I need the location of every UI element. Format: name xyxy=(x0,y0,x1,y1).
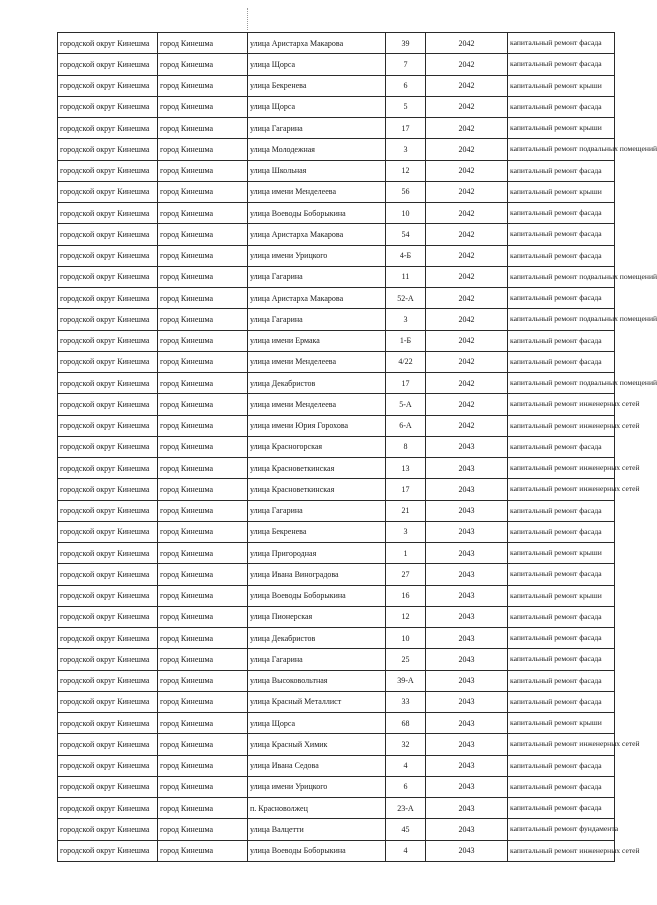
table-row xyxy=(58,224,615,245)
district-cell: городской округ Кинешма xyxy=(58,691,158,712)
street-cell: улица Декабристов xyxy=(248,373,386,394)
table-row xyxy=(58,288,615,309)
district-cell: городской округ Кинешма xyxy=(58,288,158,309)
year-cell: 2042 xyxy=(426,415,508,436)
district-cell: городской округ Кинешма xyxy=(58,33,158,54)
year-cell: 2042 xyxy=(426,96,508,117)
house-number-cell: 3 xyxy=(386,521,426,542)
district-cell: городской округ Кинешма xyxy=(58,351,158,372)
street-cell: улица Молодежная xyxy=(248,139,386,160)
house-number-cell: 1-Б xyxy=(386,330,426,351)
house-number-cell: 11 xyxy=(386,266,426,287)
city-cell: город Кинешма xyxy=(158,670,248,691)
city-cell: город Кинешма xyxy=(158,33,248,54)
house-number-cell: 45 xyxy=(386,819,426,840)
work-type-cell: капитальный ремонт инженерных сетей xyxy=(508,479,615,500)
district-cell: городской округ Кинешма xyxy=(58,500,158,521)
table-row xyxy=(58,755,615,776)
year-cell: 2043 xyxy=(426,628,508,649)
street-cell: улица имени Менделеева xyxy=(248,351,386,372)
table-row xyxy=(58,840,615,861)
table-row xyxy=(58,160,615,181)
table-row xyxy=(58,33,615,54)
city-cell: город Кинешма xyxy=(158,96,248,117)
house-number-cell: 6 xyxy=(386,776,426,797)
street-cell: улица Гагарина xyxy=(248,266,386,287)
street-cell: улица Гагарина xyxy=(248,309,386,330)
district-cell: городской округ Кинешма xyxy=(58,266,158,287)
work-type-cell: капитальный ремонт фасада xyxy=(508,96,615,117)
work-type-cell: капитальный ремонт фасада xyxy=(508,564,615,585)
year-cell: 2042 xyxy=(426,330,508,351)
city-cell: город Кинешма xyxy=(158,543,248,564)
house-number-cell: 12 xyxy=(386,160,426,181)
year-cell: 2043 xyxy=(426,585,508,606)
city-cell: город Кинешма xyxy=(158,373,248,394)
street-cell: улица Щорса xyxy=(248,96,386,117)
house-number-cell: 17 xyxy=(386,479,426,500)
city-cell: город Кинешма xyxy=(158,351,248,372)
work-type-cell: капитальный ремонт фасада xyxy=(508,776,615,797)
table-row xyxy=(58,734,615,755)
house-number-cell: 3 xyxy=(386,139,426,160)
district-cell: городской округ Кинешма xyxy=(58,649,158,670)
work-type-cell: капитальный ремонт крыши xyxy=(508,75,615,96)
district-cell: городской округ Кинешма xyxy=(58,309,158,330)
street-cell: улица имени Менделеева xyxy=(248,394,386,415)
work-type-cell: капитальный ремонт фасада xyxy=(508,54,615,75)
year-cell: 2043 xyxy=(426,798,508,819)
city-cell: город Кинешма xyxy=(158,181,248,202)
house-number-cell: 16 xyxy=(386,585,426,606)
year-cell: 2043 xyxy=(426,670,508,691)
street-cell: улица Красногорская xyxy=(248,436,386,457)
street-cell: улица Гагарина xyxy=(248,500,386,521)
year-cell: 2042 xyxy=(426,54,508,75)
work-type-cell: капитальный ремонт фасада xyxy=(508,245,615,266)
table-row xyxy=(58,54,615,75)
house-number-cell: 5 xyxy=(386,96,426,117)
house-number-cell: 13 xyxy=(386,458,426,479)
table-row xyxy=(58,585,615,606)
table-row xyxy=(58,181,615,202)
city-cell: город Кинешма xyxy=(158,118,248,139)
street-cell: улица Воеводы Боборыкина xyxy=(248,203,386,224)
city-cell: город Кинешма xyxy=(158,521,248,542)
house-number-cell: 56 xyxy=(386,181,426,202)
year-cell: 2042 xyxy=(426,245,508,266)
year-cell: 2042 xyxy=(426,224,508,245)
table-row xyxy=(58,649,615,670)
year-cell: 2043 xyxy=(426,500,508,521)
street-cell: улица имени Урицкого xyxy=(248,245,386,266)
work-type-cell: капитальный ремонт подвальных помещений xyxy=(508,139,615,160)
house-number-cell: 27 xyxy=(386,564,426,585)
street-cell: улица имени Менделеева xyxy=(248,181,386,202)
district-cell: городской округ Кинешма xyxy=(58,54,158,75)
city-cell: город Кинешма xyxy=(158,649,248,670)
table-row xyxy=(58,75,615,96)
city-cell: город Кинешма xyxy=(158,436,248,457)
street-cell: улица Пригородная xyxy=(248,543,386,564)
district-cell: городской округ Кинешма xyxy=(58,75,158,96)
table-row xyxy=(58,139,615,160)
street-cell: улица Щорса xyxy=(248,54,386,75)
year-cell: 2042 xyxy=(426,351,508,372)
street-cell: улица Красный Химик xyxy=(248,734,386,755)
year-cell: 2043 xyxy=(426,649,508,670)
repair-schedule-table xyxy=(57,32,657,862)
work-type-cell: капитальный ремонт фасада xyxy=(508,628,615,649)
street-cell: улица Пионерская xyxy=(248,606,386,627)
work-type-cell: капитальный ремонт фасада xyxy=(508,691,615,712)
district-cell: городской округ Кинешма xyxy=(58,734,158,755)
city-cell: город Кинешма xyxy=(158,691,248,712)
district-cell: городской округ Кинешма xyxy=(58,521,158,542)
year-cell: 2043 xyxy=(426,564,508,585)
table-row xyxy=(58,436,615,457)
house-number-cell: 1 xyxy=(386,543,426,564)
work-type-cell: капитальный ремонт подвальных помещений xyxy=(508,309,615,330)
house-number-cell: 39-А xyxy=(386,670,426,691)
street-cell: улица Воеводы Боборыкина xyxy=(248,840,386,861)
street-cell: улица Гагарина xyxy=(248,649,386,670)
page-fold-mark xyxy=(247,8,249,30)
street-cell: улица Высоковольтная xyxy=(248,670,386,691)
district-cell: городской округ Кинешма xyxy=(58,606,158,627)
work-type-cell: капитальный ремонт крыши xyxy=(508,181,615,202)
street-cell: улица имени Урицкого xyxy=(248,776,386,797)
city-cell: город Кинешма xyxy=(158,479,248,500)
house-number-cell: 39 xyxy=(386,33,426,54)
district-cell: городской округ Кинешма xyxy=(58,755,158,776)
district-cell: городской округ Кинешма xyxy=(58,713,158,734)
house-number-cell: 52-А xyxy=(386,288,426,309)
table-row xyxy=(58,670,615,691)
district-cell: городской округ Кинешма xyxy=(58,776,158,797)
table-row xyxy=(58,691,615,712)
year-cell: 2043 xyxy=(426,543,508,564)
year-cell: 2042 xyxy=(426,266,508,287)
city-cell: город Кинешма xyxy=(158,458,248,479)
district-cell: городской округ Кинешма xyxy=(58,628,158,649)
city-cell: город Кинешма xyxy=(158,755,248,776)
district-cell: городской округ Кинешма xyxy=(58,819,158,840)
work-type-cell: капитальный ремонт фасада xyxy=(508,500,615,521)
work-type-cell: капитальный ремонт фасада xyxy=(508,160,615,181)
work-type-cell: капитальный ремонт инженерных сетей xyxy=(508,840,615,861)
work-type-cell: капитальный ремонт фасада xyxy=(508,224,615,245)
street-cell: улица имени Ермака xyxy=(248,330,386,351)
street-cell: улица Аристарха Макарова xyxy=(248,288,386,309)
table-row xyxy=(58,564,615,585)
house-number-cell: 5-А xyxy=(386,394,426,415)
work-type-cell: капитальный ремонт фасада xyxy=(508,288,615,309)
street-cell: улица Красноветкинская xyxy=(248,479,386,500)
table-row xyxy=(58,776,615,797)
table-row xyxy=(58,713,615,734)
district-cell: городской округ Кинешма xyxy=(58,118,158,139)
city-cell: город Кинешма xyxy=(158,415,248,436)
house-number-cell: 33 xyxy=(386,691,426,712)
year-cell: 2043 xyxy=(426,479,508,500)
street-cell: улица Аристарха Макарова xyxy=(248,33,386,54)
city-cell: город Кинешма xyxy=(158,819,248,840)
city-cell: город Кинешма xyxy=(158,734,248,755)
city-cell: город Кинешма xyxy=(158,330,248,351)
work-type-cell: капитальный ремонт фасада xyxy=(508,670,615,691)
work-type-cell: капитальный ремонт фасада xyxy=(508,351,615,372)
table-row xyxy=(58,373,615,394)
district-cell: городской округ Кинешма xyxy=(58,394,158,415)
house-number-cell: 10 xyxy=(386,203,426,224)
table-row xyxy=(58,521,615,542)
work-type-cell: капитальный ремонт крыши xyxy=(508,713,615,734)
house-number-cell: 6 xyxy=(386,75,426,96)
year-cell: 2042 xyxy=(426,309,508,330)
street-cell: улица Декабристов xyxy=(248,628,386,649)
work-type-cell: капитальный ремонт инженерных сетей xyxy=(508,394,615,415)
street-cell: улица Воеводы Боборыкина xyxy=(248,585,386,606)
city-cell: город Кинешма xyxy=(158,798,248,819)
district-cell: городской округ Кинешма xyxy=(58,840,158,861)
table-row xyxy=(58,415,615,436)
year-cell: 2042 xyxy=(426,118,508,139)
city-cell: город Кинешма xyxy=(158,75,248,96)
house-number-cell: 68 xyxy=(386,713,426,734)
district-cell: городской округ Кинешма xyxy=(58,139,158,160)
year-cell: 2043 xyxy=(426,840,508,861)
year-cell: 2042 xyxy=(426,181,508,202)
city-cell: город Кинешма xyxy=(158,139,248,160)
city-cell: город Кинешма xyxy=(158,309,248,330)
table-row xyxy=(58,628,615,649)
street-cell: улица Бекренева xyxy=(248,521,386,542)
year-cell: 2043 xyxy=(426,606,508,627)
house-number-cell: 4 xyxy=(386,755,426,776)
work-type-cell: капитальный ремонт крыши xyxy=(508,543,615,564)
house-number-cell: 7 xyxy=(386,54,426,75)
year-cell: 2043 xyxy=(426,734,508,755)
table-row xyxy=(58,245,615,266)
table-row xyxy=(58,543,615,564)
work-type-cell: капитальный ремонт фасада xyxy=(508,33,615,54)
table-row xyxy=(58,819,615,840)
table-row xyxy=(58,500,615,521)
table-row xyxy=(58,118,615,139)
district-cell: городской округ Кинешма xyxy=(58,96,158,117)
house-number-cell: 12 xyxy=(386,606,426,627)
year-cell: 2043 xyxy=(426,819,508,840)
district-cell: городской округ Кинешма xyxy=(58,224,158,245)
city-cell: город Кинешма xyxy=(158,585,248,606)
street-cell: улица Школьная xyxy=(248,160,386,181)
city-cell: город Кинешма xyxy=(158,224,248,245)
city-cell: город Кинешма xyxy=(158,266,248,287)
district-cell: городской округ Кинешма xyxy=(58,564,158,585)
city-cell: город Кинешма xyxy=(158,564,248,585)
city-cell: город Кинешма xyxy=(158,776,248,797)
year-cell: 2042 xyxy=(426,75,508,96)
table-row xyxy=(58,798,615,819)
city-cell: город Кинешма xyxy=(158,628,248,649)
city-cell: город Кинешма xyxy=(158,713,248,734)
work-type-cell: капитальный ремонт фасада xyxy=(508,330,615,351)
year-cell: 2043 xyxy=(426,713,508,734)
table-row xyxy=(58,351,615,372)
table-row xyxy=(58,96,615,117)
year-cell: 2043 xyxy=(426,458,508,479)
house-number-cell: 32 xyxy=(386,734,426,755)
work-type-cell: капитальный ремонт фасада xyxy=(508,203,615,224)
work-type-cell: капитальный ремонт инженерных сетей xyxy=(508,458,615,479)
city-cell: город Кинешма xyxy=(158,500,248,521)
work-type-cell: капитальный ремонт фасада xyxy=(508,755,615,776)
district-cell: городской округ Кинешма xyxy=(58,160,158,181)
house-number-cell: 3 xyxy=(386,309,426,330)
district-cell: городской округ Кинешма xyxy=(58,585,158,606)
table-row xyxy=(58,309,615,330)
street-cell: улица Аристарха Макарова xyxy=(248,224,386,245)
work-type-cell: капитальный ремонт фасада xyxy=(508,606,615,627)
table-row xyxy=(58,458,615,479)
house-number-cell: 6-А xyxy=(386,415,426,436)
street-cell: улица Валцетти xyxy=(248,819,386,840)
street-cell: улица имени Юрия Горохова xyxy=(248,415,386,436)
work-type-cell: капитальный ремонт подвальных помещений xyxy=(508,266,615,287)
house-number-cell: 4 xyxy=(386,840,426,861)
city-cell: город Кинешма xyxy=(158,245,248,266)
year-cell: 2043 xyxy=(426,776,508,797)
year-cell: 2043 xyxy=(426,521,508,542)
year-cell: 2043 xyxy=(426,436,508,457)
house-number-cell: 4/22 xyxy=(386,351,426,372)
house-number-cell: 4-Б xyxy=(386,245,426,266)
street-cell: улица Ивана Виноградова xyxy=(248,564,386,585)
district-cell: городской округ Кинешма xyxy=(58,181,158,202)
work-type-cell: капитальный ремонт фасада xyxy=(508,521,615,542)
house-number-cell: 25 xyxy=(386,649,426,670)
street-cell: улица Красноветкинская xyxy=(248,458,386,479)
district-cell: городской округ Кинешма xyxy=(58,479,158,500)
work-type-cell: капитальный ремонт инженерных сетей xyxy=(508,415,615,436)
year-cell: 2042 xyxy=(426,33,508,54)
table-row xyxy=(58,330,615,351)
city-cell: город Кинешма xyxy=(158,288,248,309)
work-type-cell: капитальный ремонт фундамента xyxy=(508,819,615,840)
table-row xyxy=(58,203,615,224)
street-cell: п. Красноволжец xyxy=(248,798,386,819)
street-cell: улица Гагарина xyxy=(248,118,386,139)
house-number-cell: 23-А xyxy=(386,798,426,819)
district-cell: городской округ Кинешма xyxy=(58,415,158,436)
street-cell: улица Щорса xyxy=(248,713,386,734)
year-cell: 2042 xyxy=(426,160,508,181)
table-body xyxy=(58,33,657,862)
year-cell: 2042 xyxy=(426,203,508,224)
district-cell: городской округ Кинешма xyxy=(58,245,158,266)
city-cell: город Кинешма xyxy=(158,160,248,181)
district-cell: городской округ Кинешма xyxy=(58,203,158,224)
work-type-cell: капитальный ремонт фасада xyxy=(508,649,615,670)
house-number-cell: 8 xyxy=(386,436,426,457)
city-cell: город Кинешма xyxy=(158,606,248,627)
year-cell: 2042 xyxy=(426,139,508,160)
work-type-cell: капитальный ремонт крыши xyxy=(508,585,615,606)
house-number-cell: 17 xyxy=(386,118,426,139)
city-cell: город Кинешма xyxy=(158,54,248,75)
work-type-cell: капитальный ремонт инженерных сетей xyxy=(508,734,615,755)
district-cell: городской округ Кинешма xyxy=(58,436,158,457)
district-cell: городской округ Кинешма xyxy=(58,798,158,819)
work-type-cell: капитальный ремонт крыши xyxy=(508,118,615,139)
street-cell: улица Бекренева xyxy=(248,75,386,96)
house-number-cell: 10 xyxy=(386,628,426,649)
work-type-cell: капитальный ремонт фасада xyxy=(508,436,615,457)
house-number-cell: 54 xyxy=(386,224,426,245)
year-cell: 2042 xyxy=(426,373,508,394)
city-cell: город Кинешма xyxy=(158,203,248,224)
year-cell: 2043 xyxy=(426,755,508,776)
district-cell: городской округ Кинешма xyxy=(58,670,158,691)
district-cell: городской округ Кинешма xyxy=(58,543,158,564)
table-row xyxy=(58,266,615,287)
city-cell: город Кинешма xyxy=(158,840,248,861)
table-row xyxy=(58,606,615,627)
district-cell: городской округ Кинешма xyxy=(58,330,158,351)
district-cell: городской округ Кинешма xyxy=(58,458,158,479)
table-row xyxy=(58,394,615,415)
table-row xyxy=(58,479,615,500)
house-number-cell: 17 xyxy=(386,373,426,394)
district-cell: городской округ Кинешма xyxy=(58,373,158,394)
city-cell: город Кинешма xyxy=(158,394,248,415)
street-cell: улица Красный Металлист xyxy=(248,691,386,712)
work-type-cell: капитальный ремонт подвальных помещений xyxy=(508,373,615,394)
year-cell: 2042 xyxy=(426,394,508,415)
street-cell: улица Ивана Седова xyxy=(248,755,386,776)
year-cell: 2043 xyxy=(426,691,508,712)
house-number-cell: 21 xyxy=(386,500,426,521)
work-type-cell: капитальный ремонт фасада xyxy=(508,798,615,819)
year-cell: 2042 xyxy=(426,288,508,309)
